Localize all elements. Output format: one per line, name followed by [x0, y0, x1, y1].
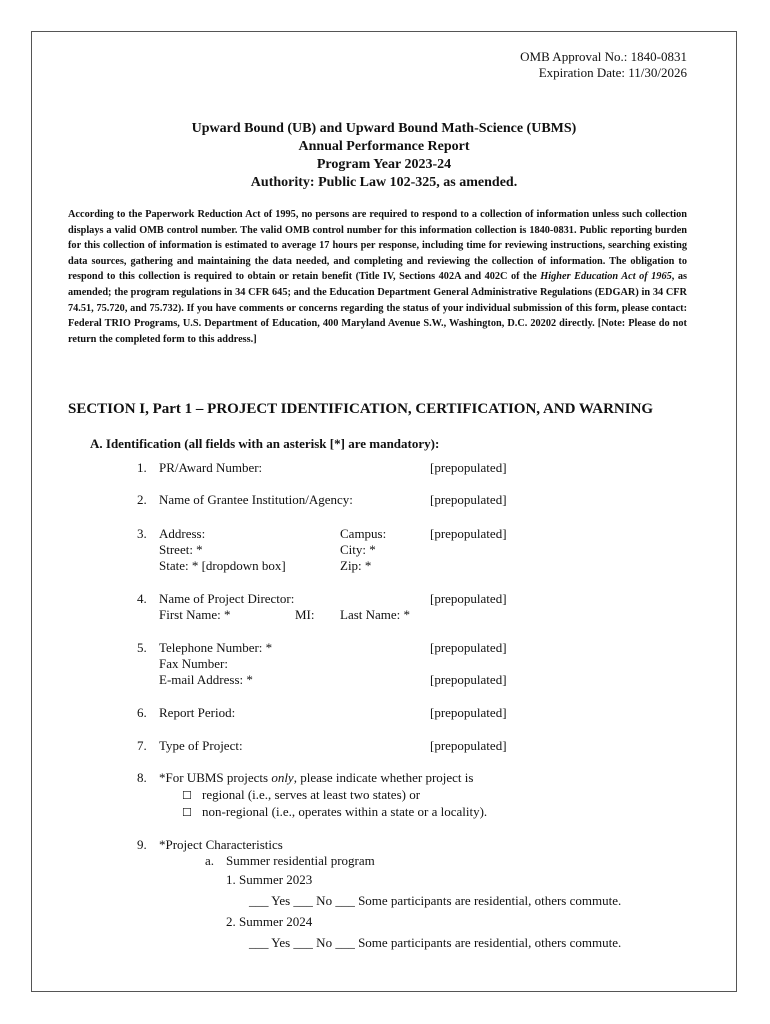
grantee-name-label: Name of Grantee Institution/Agency: [159, 492, 353, 507]
item-number: 4. [137, 591, 147, 606]
report-period-label: Report Period: [159, 705, 236, 720]
checkbox-icon[interactable]: ☐ [182, 806, 192, 819]
last-name-field[interactable]: Last Name: * [340, 607, 411, 622]
state-dropdown[interactable]: State: * [dropdown box] [159, 558, 286, 573]
item-number: 6. [137, 705, 147, 720]
ubms-question [159, 770, 473, 786]
campus-field[interactable]: Campus: [340, 526, 387, 541]
regional-option[interactable] [182, 787, 420, 804]
project-type-value[interactable]: [prepopulated] [430, 738, 507, 753]
report-period-value[interactable]: [prepopulated] [430, 705, 507, 720]
ubms-question-only: only [271, 770, 294, 785]
identification-subheading: A. Identification (all fields with an asterisk [*] are mandatory): [90, 436, 440, 451]
ubms-question-pre: *For UBMS projects [159, 770, 272, 785]
summer-2024-options[interactable]: ___ Yes ___ No ___ Some participants are residential, others commute. [249, 935, 622, 950]
form-page [31, 31, 737, 992]
project-director-label: Name of Project Director: [159, 591, 295, 606]
summer-2023-label: 1. Summer 2023 [226, 872, 313, 887]
burden-act-title: Higher Education Act of 1965 [540, 271, 672, 283]
telephone-value[interactable]: [prepopulated] [430, 640, 507, 655]
middle-initial-field[interactable]: MI: [295, 607, 315, 622]
summer-2023-options[interactable]: ___ Yes ___ No ___ Some participants are residential, others commute. [249, 893, 622, 908]
telephone-field[interactable]: Telephone Number: * [159, 640, 273, 655]
award-number-value[interactable]: [prepopulated] [430, 460, 507, 475]
omb-block [520, 49, 687, 81]
non-regional-option-label: non-regional (i.e., operates within a state or a locality). [202, 804, 488, 819]
title-line-3: Program Year 2023-24 [316, 157, 452, 172]
item-number: 1. [137, 460, 147, 475]
street-field[interactable]: Street: * [159, 542, 203, 557]
title-line-1: Upward Bound (UB) and Upward Bound Math-Science (UBMS) [191, 121, 577, 136]
project-type-label: Type of Project: [159, 738, 243, 753]
regional-option-label: regional (i.e., serves at least two states) or [202, 787, 421, 802]
item-number: 7. [137, 738, 147, 753]
project-characteristics-label: *Project Characteristics [159, 837, 283, 852]
paperwork-burden-statement [68, 207, 687, 347]
item-number: 9. [137, 837, 147, 852]
first-name-field[interactable]: First Name: * [159, 607, 231, 622]
item-number: 8. [137, 770, 147, 785]
burden-text-1: According to the Paperwork Reduction Act of 1995, no persons are required to respond to a collection of information unless such collection displays a valid OMB control number. The valid OMB control number for this information collection is 1840-0831. Public reporting burden for this collection of information is estimated to average 17 hours per response, including time for reviewing instructions, searching existing data sources, gathering and maintaining the data needed, and completing and reviewing the collection of information. The obligation to respond to this collection is required to obtain or retain benefit (Title IV, Sections 402A and 402C of the [68, 209, 687, 283]
fax-field[interactable]: Fax Number: [159, 656, 228, 671]
summer-2024-label: 2. Summer 2024 [226, 914, 313, 929]
email-value[interactable]: [prepopulated] [430, 672, 507, 687]
item-number: 2. [137, 492, 147, 507]
expiration-date: Expiration Date: 11/30/2026 [538, 65, 687, 80]
item-number: 3. [137, 526, 147, 541]
title-line-2: Annual Performance Report [298, 139, 470, 154]
project-director-value[interactable]: [prepopulated] [430, 591, 507, 606]
zip-field[interactable]: Zip: * [340, 558, 372, 573]
title-line-4: Authority: Public Law 102-325, as amended. [250, 175, 518, 190]
omb-approval-number: OMB Approval No.: 1840-0831 [520, 49, 687, 64]
summer-residential-label: Summer residential program [226, 853, 375, 868]
address-value[interactable]: [prepopulated] [430, 526, 507, 541]
address-label: Address: [159, 526, 206, 541]
city-field[interactable]: City: * [340, 542, 376, 557]
burden-text-2: , as amended; the program regulations in 34 CFR 645; and the Education Department General Administrative Regulations (EDGAR) in 34 CFR 74.51, 75.720, and 75.732). If you have comments or concerns regarding the status of your individual submission of this form, please contact: Federal TRIO Programs, U.S. Department of Education, 400 Maryland Avenue S.W., Washington, D.C. 20202 directly. [Note: Please do not return the completed form to this address.] [68, 271, 687, 345]
section-heading: SECTION I, Part 1 – PROJECT IDENTIFICATION, CERTIFICATION, AND WARNING [68, 401, 654, 417]
item-number: 5. [137, 640, 147, 655]
grantee-name-value[interactable]: [prepopulated] [430, 492, 507, 507]
form-title [32, 120, 736, 192]
email-field[interactable]: E-mail Address: * [159, 672, 253, 687]
ubms-question-post: , please indicate whether project is [293, 770, 474, 785]
non-regional-option[interactable] [182, 804, 487, 821]
subitem-letter: a. [205, 853, 215, 868]
checkbox-icon[interactable]: ☐ [182, 789, 192, 802]
award-number-label: PR/Award Number: [159, 460, 263, 475]
